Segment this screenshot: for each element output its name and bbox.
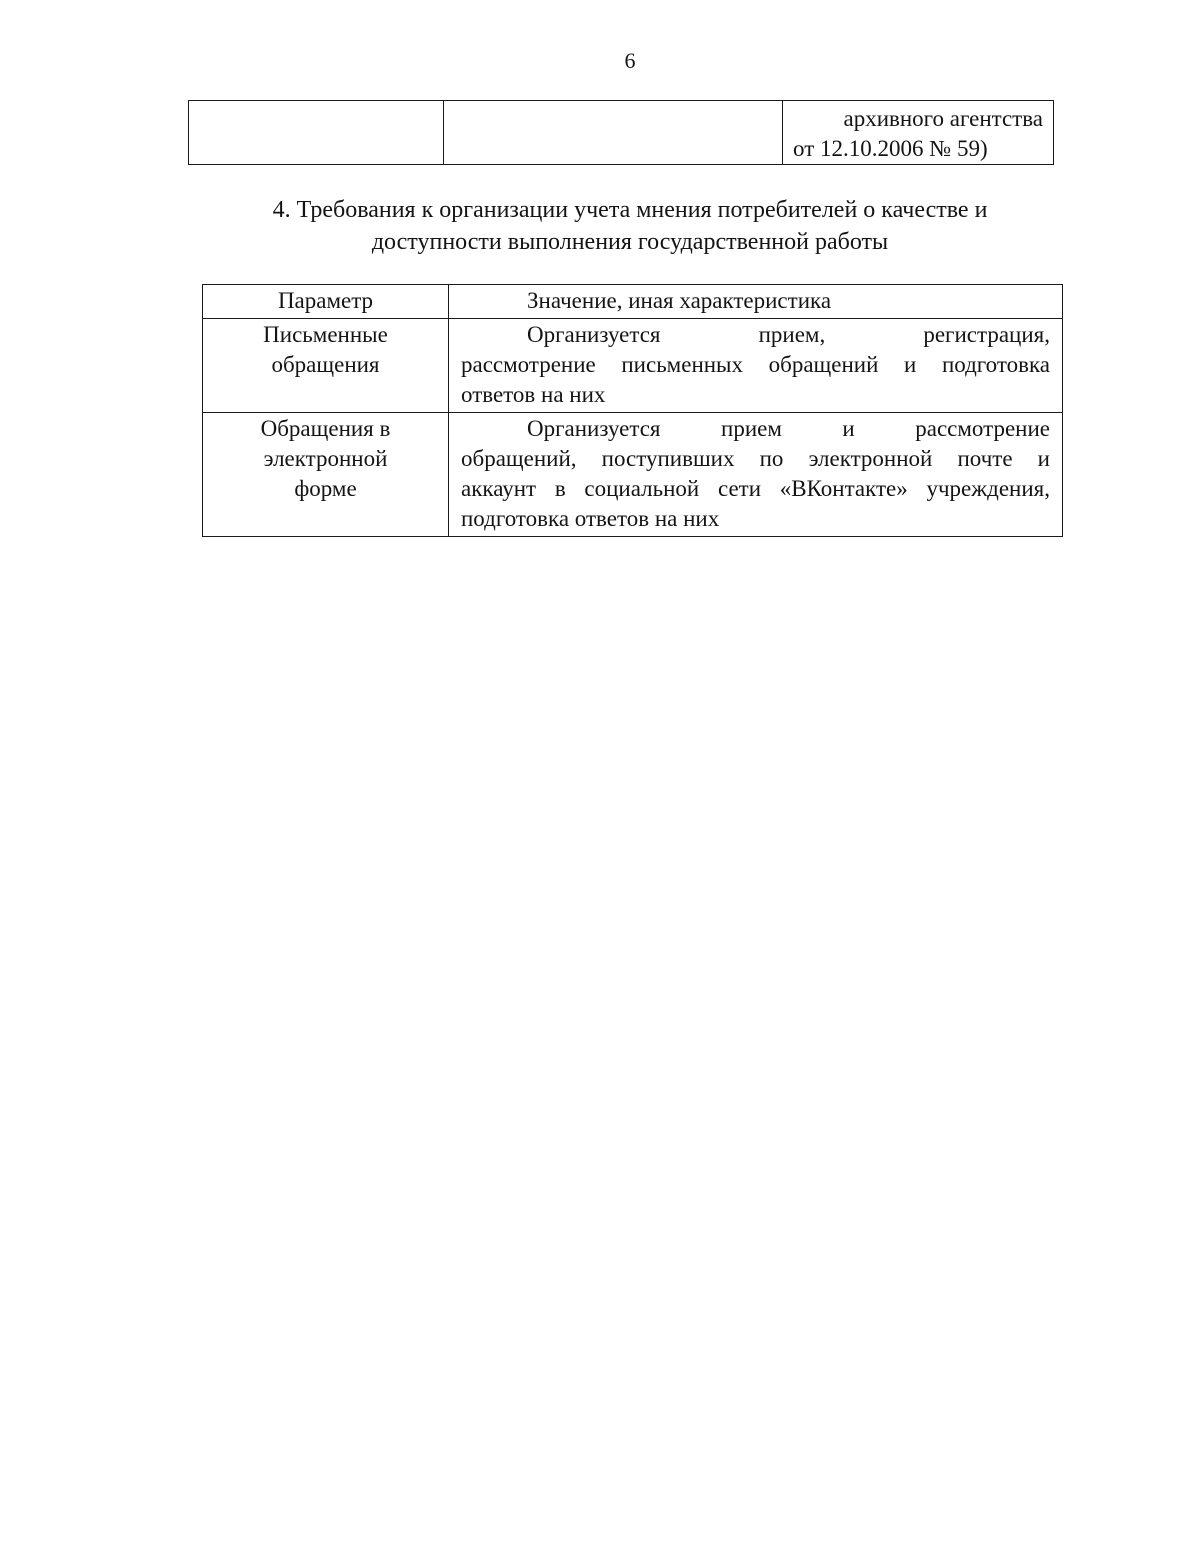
- value-line: Организуется прием, регистрация,: [527, 322, 1050, 347]
- value-line: подготовка ответов на них: [461, 506, 720, 531]
- value-line: ответов на них: [461, 382, 606, 407]
- value-cell: [449, 319, 1063, 413]
- parameter-line: электронной: [263, 446, 388, 471]
- parameter-line: обращения: [271, 352, 380, 377]
- page-number: 6: [624, 48, 636, 73]
- parameter-cell: [203, 319, 449, 413]
- value-cell: [449, 413, 1063, 537]
- value-line: обращений, поступивших по электронной почте и: [461, 446, 1050, 471]
- parameter-line: Письменные: [263, 322, 388, 347]
- parameter-cell: [203, 413, 449, 537]
- table-row: [203, 319, 1063, 413]
- section-heading: [200, 194, 1060, 258]
- header-parameter: Параметр: [203, 285, 449, 319]
- parameter-line: форме: [294, 476, 357, 501]
- value-line: Организуется прием и рассмотрение: [527, 416, 1050, 441]
- requirements-table: [202, 284, 1063, 537]
- section-heading-line: доступности выполнения государственной работы: [371, 229, 889, 255]
- value-line: рассмотрение письменных обращений и подготовка: [461, 352, 1050, 377]
- continued-table: [188, 100, 1054, 165]
- parameter-line: Обращения в: [260, 416, 391, 441]
- table-header-row: [203, 285, 1063, 319]
- empty-cell: [444, 101, 783, 165]
- document-reference-cell: [783, 101, 1054, 165]
- value-line: аккаунт в социальной сети «ВКонтакте» учреждения,: [461, 476, 1050, 501]
- header-value: Значение, иная характеристика: [449, 285, 1063, 319]
- cell-text-line: от 12.10.2006 № 59): [793, 136, 988, 161]
- empty-cell: [189, 101, 444, 165]
- table-row: [203, 413, 1063, 537]
- section-heading-line: 4. Требования к организации учета мнения потребителей о качестве и: [272, 197, 988, 223]
- table-row: [189, 101, 1054, 165]
- cell-text-line: архивного агентства: [843, 106, 1043, 131]
